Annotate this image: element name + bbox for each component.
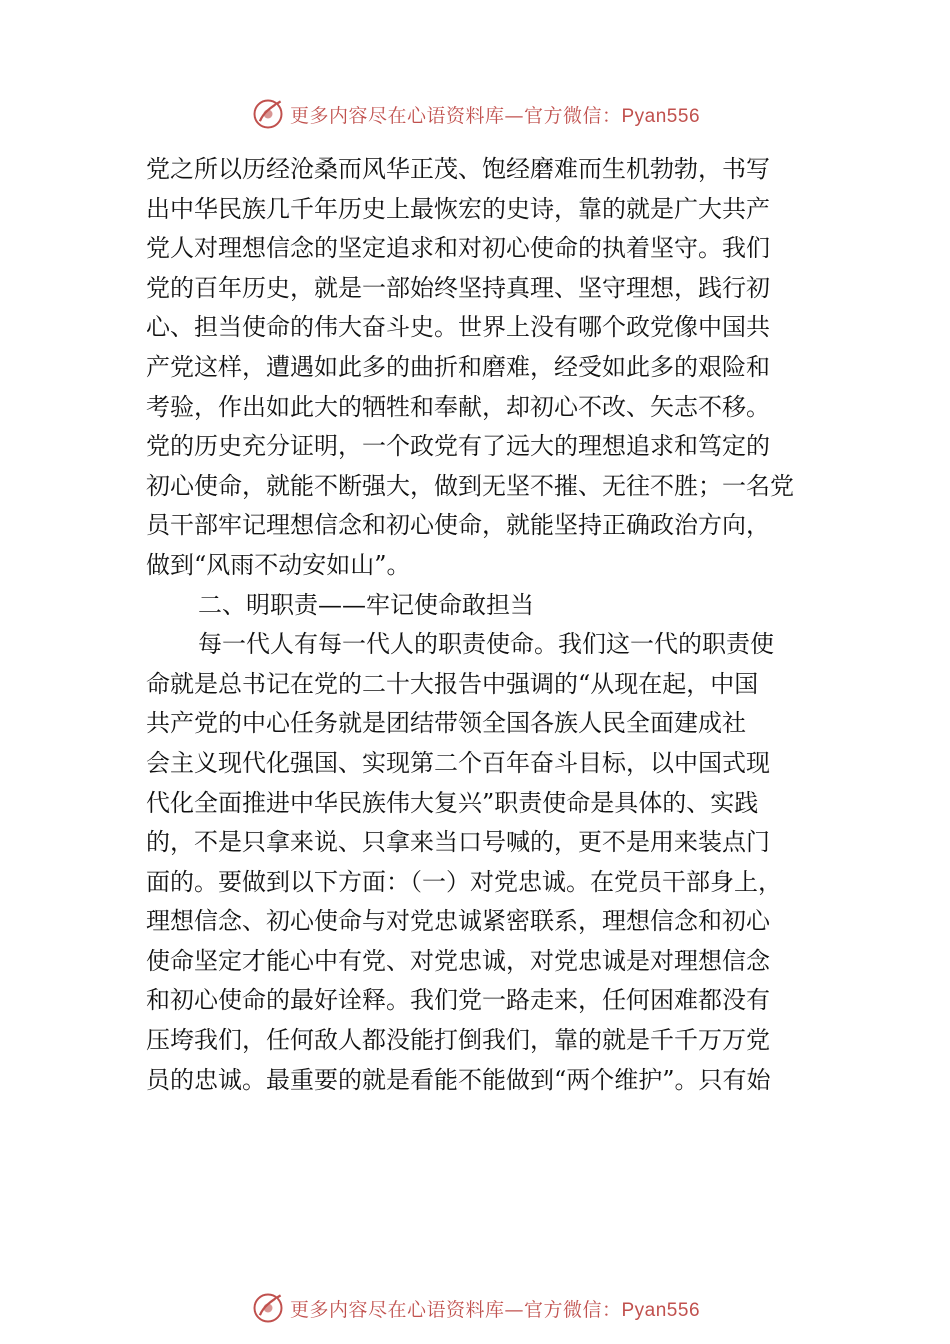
header-banner-text: [290, 101, 700, 128]
brand-logo-icon: [250, 1290, 286, 1326]
document-body: [146, 150, 836, 1100]
body-line: 心、担当使命的伟大奋斗史。世界上没有哪个政党像中国共: [146, 313, 770, 342]
body-line: 党的百年历史，就是一部始终坚持真理、坚守理想，践行初: [146, 273, 770, 302]
header-dash: —: [504, 104, 524, 127]
footer-brand-text: 更多内容尽在心语资料库: [289, 1298, 505, 1321]
footer-dash: —: [504, 1298, 524, 1321]
header-brand-text: 更多内容尽在心语资料库: [289, 104, 505, 127]
body-line: 和初心使命的最好诠释。我们党一路走来，任何困难都没有: [146, 986, 770, 1015]
body-line: 员的忠诚。最重要的就是看能不能做到“两个维护”。只有始: [146, 1065, 771, 1094]
body-line: 会主义现代化强国、实现第二个百年奋斗目标，以中国式现: [146, 748, 770, 777]
header-wechat-id: Pyan556: [621, 105, 701, 127]
body-line: 代化全面推进中华民族伟大复兴”职责使命是具体的、实践: [146, 788, 759, 817]
body-line: 党的历史充分证明，一个政党有了远大的理想追求和笃定的: [146, 432, 770, 461]
body-line: 考验，作出如此大的牺牲和奉献，却初心不改、矢志不移。: [146, 392, 770, 421]
body-line: 的，不是只拿来说、只拿来当口号喊的，更不是用来装点门: [146, 828, 770, 857]
body-line: 使命坚定才能心中有党、对党忠诚，对党忠诚是对理想信念: [146, 946, 770, 975]
body-line: 共产党的中心任务就是团结带领全国各族人民全面建成社: [146, 709, 746, 738]
body-line: 命就是总书记在党的二十大报告中强调的“从现在起，中国: [146, 669, 759, 698]
body-line: 党之所以历经沧桑而风华正茂、饱经磨难而生机勃勃，书写: [146, 155, 770, 183]
body-line: 做到“风雨不动安如山”。: [146, 550, 411, 579]
brand-logo-icon: [250, 96, 286, 132]
body-line: 出中华民族几千年历史上最恢宏的史诗，靠的就是广大共产: [146, 194, 770, 223]
body-line: 员干部牢记理想信念和初心使命，就能坚持正确政治方向，: [146, 511, 770, 540]
body-line: 理想信念、初心使命与对党忠诚紧密联系，理想信念和初心: [146, 907, 770, 936]
body-line: 初心使命，就能不断强大，做到无坚不摧、无往不胜；一名党: [146, 471, 794, 500]
body-line: 压垮我们，任何敌人都没能打倒我们，靠的就是千千万万党: [146, 1026, 770, 1055]
body-line: 产党这样，遭遇如此多的曲折和磨难，经受如此多的艰险和: [146, 352, 770, 381]
body-line: 面的。要做到以下方面：（一）对党忠诚。在党员干部身上，: [146, 867, 782, 896]
header-wechat-label: 官方微信：: [523, 104, 622, 127]
header-banner: [0, 94, 950, 134]
footer-banner-text: [290, 1295, 700, 1322]
footer-wechat-id: Pyan556: [621, 1299, 701, 1321]
body-line: 党人对理想信念的坚定追求和对初心使命的执着坚守。我们: [146, 234, 770, 263]
footer-banner: [0, 1288, 950, 1328]
paragraph-first-line: 每一代人有每一代人的职责使命。我们这一代的职责使: [198, 630, 774, 659]
section-heading: 二、明职责——牢记使命敢担当: [198, 590, 534, 619]
footer-wechat-label: 官方微信：: [523, 1298, 622, 1321]
